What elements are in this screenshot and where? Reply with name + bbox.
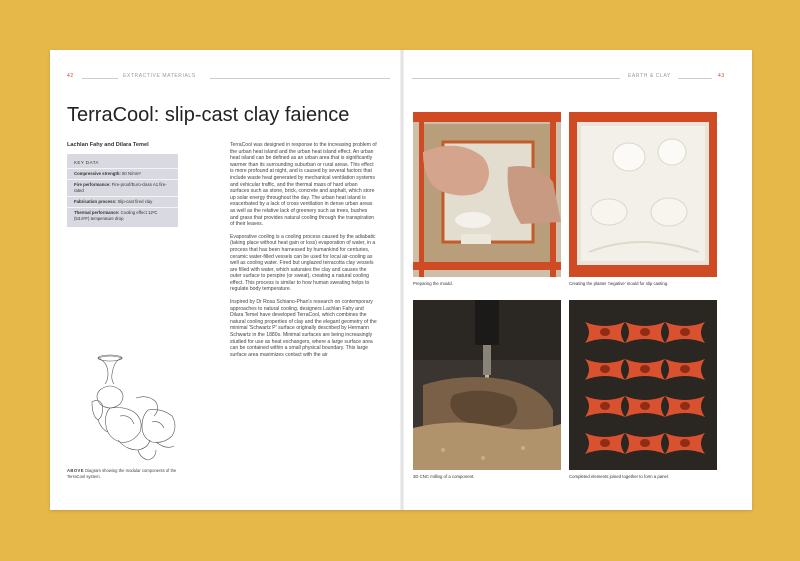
clay-element-opening [680, 439, 690, 447]
key-data-value: 50 N/mm² [122, 171, 141, 176]
right-head-rule-long [412, 78, 620, 79]
right-section-label: EARTH & CLAY [628, 73, 671, 79]
left-head-rule [82, 78, 118, 79]
body-text-column [230, 142, 377, 364]
key-data-panel [67, 154, 178, 227]
book-gutter [400, 50, 404, 510]
clay-element-opening [600, 328, 610, 336]
clay-element-opening [600, 402, 610, 410]
clay-element-opening [640, 365, 650, 373]
key-data-heading: KEY DATA [74, 160, 99, 165]
clay-element-opening [600, 365, 610, 373]
body-paragraph: TerraCool was designed in response to the increasing problem of the urban heat island and the urban heat island effect. An urban heat island can be defined as an urban area that is significantly warmer than its surrounding suburban or rural areas. This effect is more profound at night, and is caused by several factors that include waste heat generated by mechanical ventilation systems and vehicular traffic, and the thermal mass of hard urban surfaces such as stone, brick, concrete and asphalt, which store up solar energy throughout the day. The urban heat island is exacerbated by a lack of cross ventilation in dense urban areas as well as the relative lack of greenery such as trees, bushes and grass that provides natural cooling through the transpiration of their leaves. [230, 142, 377, 228]
key-data-label: Fire performance: [74, 182, 111, 187]
key-data-row [67, 179, 178, 196]
left-page-number: 42 [67, 73, 74, 79]
diagram-caption-text: Diagram showing the modular components of the TerraCool system. [67, 468, 177, 479]
key-data-label: Compressive strength: [74, 171, 121, 176]
modular-components-diagram [90, 350, 180, 465]
key-data-row [67, 196, 178, 207]
photo-caption: Creating the plaster 'negative' mould for slip casting. [569, 281, 669, 286]
key-data-value: Fire-proof/Euro-class A1 fire-rated [74, 182, 167, 193]
photo-preparing-mould [413, 112, 561, 277]
right-page-number: 43 [718, 73, 725, 79]
article-title: TerraCool: slip-cast clay faience [67, 104, 350, 126]
key-data-row [67, 168, 178, 179]
key-data-label: Thermal performance: [74, 210, 120, 215]
photo-plaster-mould [569, 112, 717, 277]
clay-element-opening [680, 402, 690, 410]
diagram-caption [67, 468, 177, 479]
key-data-label: Fabrication process: [74, 199, 117, 204]
photo-caption: Preparing the mould. [413, 281, 453, 286]
clay-element-opening [680, 328, 690, 336]
key-data-row [67, 207, 178, 224]
key-data-value: Cooling effect 12ºC (53.6ºF) temperature drop [74, 210, 158, 221]
left-running-head [67, 73, 74, 79]
photo-completed-panel [569, 300, 717, 470]
left-section-label: EXTRACTIVE MATERIALS [123, 73, 196, 79]
body-paragraph: Evaporative cooling is a cooling process caused by the adiabatic (taking place without heat gain or loss) evaporation of water, in a process that has been harnessed by humankind for centuries, ceramic water-filled vessels can be used for local air-cooling as well as cooling water. Fired but unglazed terracotta clay vessels are filled with water, which saturates the clay and causes the outer surface to perspire (or sweat), creating a natural cooling effect. This process is similar to how human sweating helps to regulate body temperature. [230, 233, 376, 293]
clay-element-opening [640, 439, 650, 447]
clay-element-opening [680, 365, 690, 373]
clay-element-opening [640, 328, 650, 336]
key-data-value: Slip-cast fired clay [117, 199, 153, 204]
diagram-caption-label: ABOVE [67, 468, 84, 473]
article-authors: Lachlan Fahy and Dilara Temel [67, 142, 149, 148]
photo-cnc-milling [413, 300, 561, 470]
body-paragraph: Inspired by Dr Rosa Schiano-Phan's research on contemporary approaches to natural cooling, designers Lachlan Fahy and Dilara Temel have developed TerraCool, which combines the natural cooling properties of clay and the elegant geometry of the minimal 'Schwartz P' surface originally described by Hermann Schwartz in the 1880s. Minimal surfaces are being increasingly studied for use as heat exchangers, where a large surface area can be contained within a small physical boundary. This large surface area maximizes contact with the air [230, 299, 377, 358]
left-head-rule-long [210, 78, 390, 79]
clay-element-opening [640, 402, 650, 410]
photo-caption: 3D CNC milling of a component. [413, 474, 475, 479]
photo-caption: Completed elements joined together to form a panel. [569, 474, 670, 479]
book-spread [50, 50, 752, 510]
clay-element-opening [600, 439, 610, 447]
right-head-rule [678, 78, 712, 79]
right-running-head [718, 73, 725, 79]
